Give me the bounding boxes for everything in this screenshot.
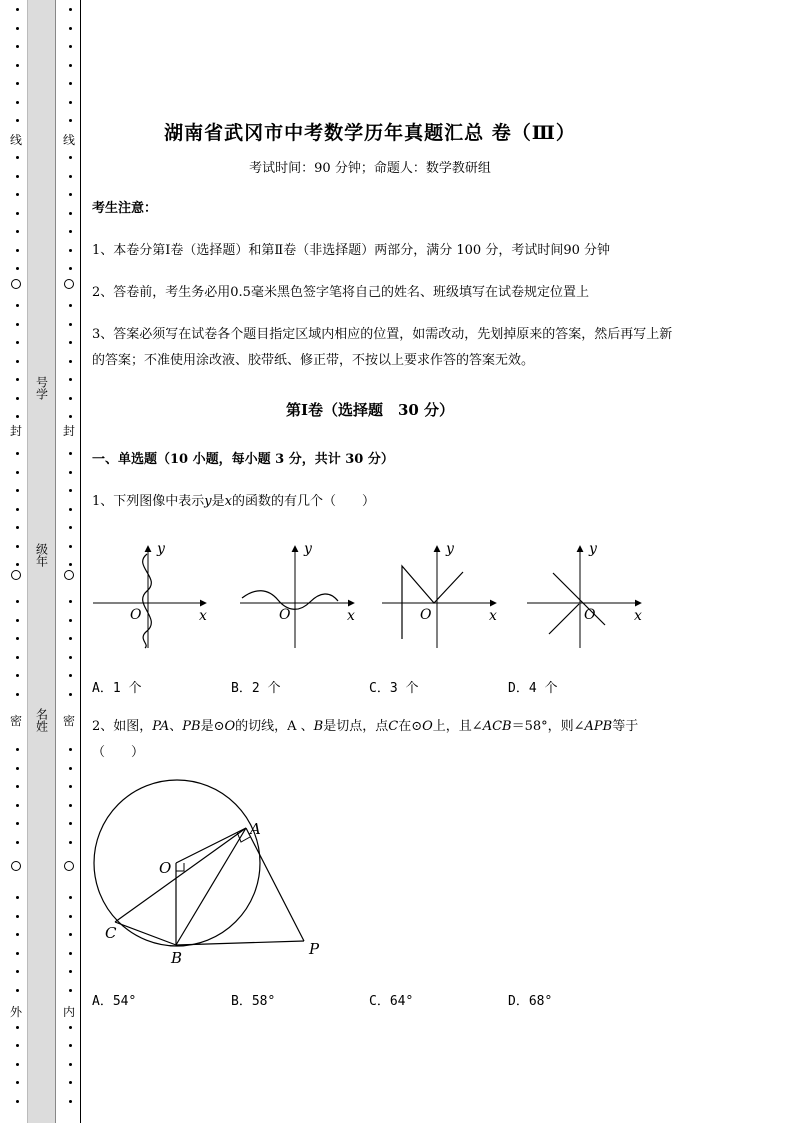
margin-dot xyxy=(16,8,19,11)
margin-dot xyxy=(69,674,72,677)
q2-var-c: C xyxy=(388,719,399,734)
margin-char-secret-left: 密 xyxy=(9,714,22,728)
q2-text-8: 等于 xyxy=(612,719,639,734)
question-2-blank: （ ） xyxy=(92,745,145,760)
q2-var-pb: PB xyxy=(182,719,201,734)
margin-dot xyxy=(16,822,19,825)
notice-heading: 考生注意： xyxy=(92,201,158,216)
margin-char-outer: 外 xyxy=(9,1005,22,1019)
q2-var-pa: PA xyxy=(152,719,170,734)
margin-dot xyxy=(69,508,72,511)
graph-2-y-label: y xyxy=(304,541,312,557)
margin-dot xyxy=(16,656,19,659)
margin-dot xyxy=(16,767,19,770)
margin-dot xyxy=(16,230,19,233)
point-b-label: B xyxy=(171,949,183,967)
margin-dot xyxy=(69,452,72,455)
margin-dot xyxy=(69,952,72,955)
margin-dot xyxy=(69,1026,72,1029)
margin-dot xyxy=(69,785,72,788)
margin-char-seal-left: 封 xyxy=(9,424,22,438)
margin-dot xyxy=(16,82,19,85)
margin-dot xyxy=(16,933,19,936)
q1-option-b[interactable]: B．2 个 xyxy=(231,681,281,696)
graph-4 xyxy=(527,541,642,648)
margin-dot xyxy=(16,748,19,751)
q1-text-1: 1、下列图像中表示 xyxy=(92,494,205,509)
q1-var-y: y xyxy=(204,494,212,509)
margin-dot xyxy=(16,27,19,30)
q1-text-2: 是 xyxy=(211,494,225,509)
graph-3-x-label: x xyxy=(489,608,497,624)
margin-dot xyxy=(69,841,72,844)
margin-char-seal-right: 封 xyxy=(62,424,75,438)
q2-option-b[interactable]: B．58° xyxy=(231,994,276,1009)
margin-dot xyxy=(69,249,72,252)
notice-item-3-line-1: 3、答案必须写在试卷各个题目指定区域内相应的位置，如需改动，先划掉原来的答案，然后再写上新 xyxy=(92,327,673,342)
margin-dot xyxy=(16,249,19,252)
graph-4-x-label: x xyxy=(634,608,642,624)
margin-dot xyxy=(69,767,72,770)
margin-dot xyxy=(69,27,72,30)
margin-dot xyxy=(69,415,72,418)
exam-info: 考试时间：90 分钟；命题人：数学教研组 xyxy=(249,161,491,176)
margin-dot xyxy=(16,360,19,363)
margin-dot xyxy=(69,1081,72,1084)
notice-item-2: 2、答卷前，考生务必用0.5毫米黑色签字笔将自己的姓名、班级填写在试卷规定位置上 xyxy=(92,285,589,300)
margin-dot xyxy=(16,45,19,48)
q2-text-5: 在⊙ xyxy=(398,719,423,734)
margin-dot xyxy=(69,804,72,807)
margin-dot xyxy=(16,156,19,159)
margin-dot xyxy=(69,471,72,474)
page-title: 湖南省武冈市中考数学历年真题汇总 卷（Ⅲ） xyxy=(164,122,576,144)
margin-dot xyxy=(16,896,19,899)
question-1-graphs xyxy=(0,536,794,656)
margin-circle xyxy=(64,279,74,289)
question-1-stem xyxy=(92,489,752,515)
margin-dot xyxy=(16,489,19,492)
q2-sep: 、 xyxy=(169,719,183,734)
margin-dot xyxy=(16,693,19,696)
q2-var-apb: APB xyxy=(584,719,613,734)
margin-dot xyxy=(16,785,19,788)
margin-dot xyxy=(16,970,19,973)
margin-dot xyxy=(16,915,19,918)
margin-dot xyxy=(69,193,72,196)
notice-item-1: 1、本卷分第Ⅰ卷（选择题）和第Ⅱ卷（非选择题）两部分，满分 100 分，考试时间90 分钟 xyxy=(92,243,610,258)
margin-dot xyxy=(69,1044,72,1047)
margin-dot xyxy=(16,452,19,455)
margin-dot xyxy=(16,193,19,196)
margin-dot xyxy=(69,82,72,85)
margin-dot xyxy=(69,230,72,233)
margin-dot xyxy=(69,212,72,215)
q2-text-3: 的切线，A 、 xyxy=(235,719,314,734)
q2-option-c[interactable]: C．64° xyxy=(369,994,414,1009)
q2-var-o2: O xyxy=(422,719,433,734)
margin-dot xyxy=(16,1081,19,1084)
margin-dot xyxy=(69,748,72,751)
graph-1-x-label: x xyxy=(199,608,207,624)
margin-dot xyxy=(69,45,72,48)
margin-dot xyxy=(16,471,19,474)
q2-option-a[interactable]: A．54° xyxy=(92,994,137,1009)
margin-dot xyxy=(16,1026,19,1029)
margin-dot xyxy=(69,526,72,529)
point-c-label: C xyxy=(105,924,117,942)
margin-dot xyxy=(69,8,72,11)
point-o-label: O xyxy=(159,859,172,877)
name-field xyxy=(33,708,49,736)
grade-label: 级年 xyxy=(34,543,49,567)
margin-dot xyxy=(16,119,19,122)
margin-dot xyxy=(69,156,72,159)
margin-dot xyxy=(16,1063,19,1066)
q2-var-b: B xyxy=(313,719,324,734)
margin-dot xyxy=(16,101,19,104)
q2-text-7: ＝58°，则∠ xyxy=(511,719,585,734)
margin-dot xyxy=(69,378,72,381)
student-id-label: 号学 xyxy=(34,376,49,400)
q1-option-c[interactable]: C．3 个 xyxy=(369,681,419,696)
margin-dot xyxy=(69,693,72,696)
notice-item-3-line-2: 的答案；不准使用涂改液、胶带纸、修正带，不按以上要求作答的答案无效。 xyxy=(92,353,535,368)
q2-option-d[interactable]: D．68° xyxy=(508,994,553,1009)
graph-3-origin: O xyxy=(420,607,432,623)
point-a-label: A xyxy=(250,820,261,838)
margin-char-line-right: 线 xyxy=(62,133,75,147)
margin-dot xyxy=(16,952,19,955)
margin-dot xyxy=(16,415,19,418)
margin-dot xyxy=(69,989,72,992)
margin-dot xyxy=(69,175,72,178)
graph-3-y-label: y xyxy=(446,541,454,557)
margin-dot xyxy=(16,841,19,844)
margin-dot xyxy=(16,64,19,67)
margin-dot xyxy=(16,1100,19,1103)
q2-text-2: 是⊙ xyxy=(200,719,225,734)
margin-dot xyxy=(69,397,72,400)
margin-dot xyxy=(16,175,19,178)
margin-dot xyxy=(69,896,72,899)
graph-2 xyxy=(240,541,355,648)
name-label: 名姓 xyxy=(34,708,49,732)
margin-dot xyxy=(69,101,72,104)
margin-dot xyxy=(16,397,19,400)
graph-4-origin: O xyxy=(584,607,596,623)
margin-char-secret-right: 密 xyxy=(62,714,75,728)
margin-char-line-left: 线 xyxy=(9,133,22,147)
margin-dot xyxy=(16,267,19,270)
margin-dot xyxy=(16,526,19,529)
margin-dot xyxy=(69,1063,72,1066)
margin-dot xyxy=(69,656,72,659)
q2-var-o: O xyxy=(224,719,236,734)
margin-dot xyxy=(69,489,72,492)
q2-text-4: 是切点，点 xyxy=(323,719,389,734)
part-title: 第Ⅰ卷（选择题 30 分） xyxy=(285,401,455,419)
margin-dot xyxy=(16,323,19,326)
margin-dot xyxy=(69,933,72,936)
margin-dot xyxy=(16,304,19,307)
margin-dot xyxy=(69,64,72,67)
graph-1-y-label: y xyxy=(157,541,165,557)
graph-3 xyxy=(382,541,497,648)
margin-dot xyxy=(69,360,72,363)
question-2-figure xyxy=(80,776,420,976)
margin-dot xyxy=(69,341,72,344)
graph-2-x-label: x xyxy=(347,608,355,624)
margin-dot xyxy=(69,822,72,825)
margin-circle xyxy=(11,279,21,289)
margin-dot xyxy=(16,378,19,381)
margin-dot xyxy=(69,915,72,918)
q2-text-1: 2、如图， xyxy=(92,719,153,734)
student-id-field xyxy=(33,376,49,404)
margin-dot xyxy=(69,323,72,326)
question-2-stem xyxy=(92,714,752,740)
q1-text-3: 的函数的有几个（ ） xyxy=(232,494,376,509)
section-heading: 一、单选题（10 小题，每小题 3 分，共计 30 分） xyxy=(92,452,394,467)
q1-option-d[interactable]: D．4 个 xyxy=(508,681,558,696)
margin-dot xyxy=(69,304,72,307)
margin-dot xyxy=(69,970,72,973)
margin-dot xyxy=(69,119,72,122)
margin-dot xyxy=(69,1100,72,1103)
q2-text-6: 上，且∠ xyxy=(432,719,483,734)
margin-dot xyxy=(16,1044,19,1047)
margin-circle xyxy=(64,861,74,871)
margin-dot xyxy=(16,804,19,807)
margin-dot xyxy=(16,674,19,677)
margin-dot xyxy=(16,508,19,511)
margin-dot xyxy=(16,341,19,344)
graph-4-y-label: y xyxy=(589,541,597,557)
margin-circle xyxy=(11,861,21,871)
q2-var-acb: ACB xyxy=(482,719,512,734)
margin-char-inner: 内 xyxy=(62,1005,75,1019)
margin-dot xyxy=(16,989,19,992)
graph-2-origin: O xyxy=(279,607,291,623)
q1-var-x: x xyxy=(224,494,232,509)
point-p-label: P xyxy=(309,940,320,958)
margin-dot xyxy=(69,267,72,270)
graph-1 xyxy=(93,541,207,648)
q1-option-a[interactable]: A．1 个 xyxy=(92,681,142,696)
graph-1-origin: O xyxy=(130,607,142,623)
margin-dot xyxy=(16,212,19,215)
